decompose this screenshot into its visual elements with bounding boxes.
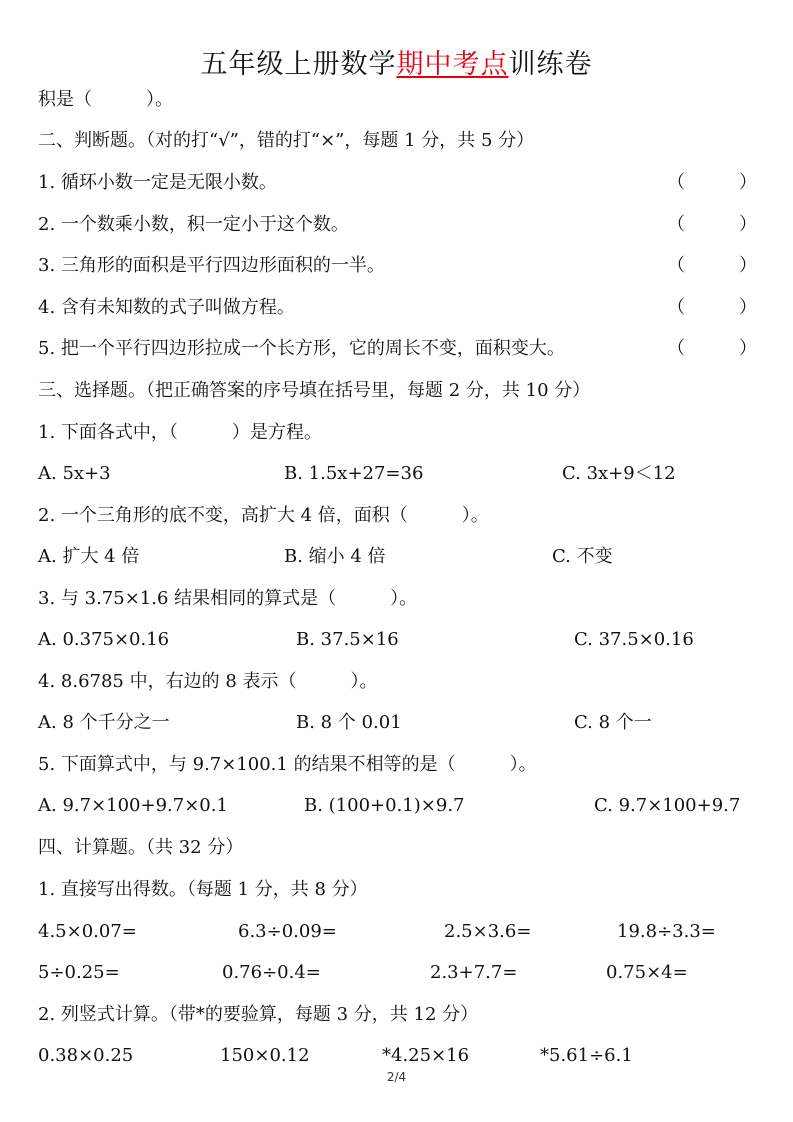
oral-calc-row-1 — [38, 918, 763, 946]
judge-item-text: 2. 一个数乘小数，积一定小于这个数。 — [38, 214, 349, 235]
oral-calc-item: 6.3÷0.09= — [238, 921, 337, 942]
judge-item-1 — [38, 169, 763, 197]
section2-heading: 二、判断题。（对的打“√”，错的打“×”，每题 1 分，共 5 分） — [38, 130, 535, 151]
answer-blank[interactable]: （ ） — [667, 172, 757, 193]
judge-item-4 — [38, 294, 763, 322]
vertical-calc-item: *4.25×16 — [382, 1045, 470, 1066]
title-highlight: 期中考点 — [396, 49, 509, 80]
option-b[interactable]: B. 8 个 0.01 — [296, 712, 402, 733]
oral-calc-item: 4.5×0.07= — [38, 921, 137, 942]
option-a[interactable]: A. 9.7×100+9.7×0.1 — [38, 795, 228, 816]
answer-blank[interactable]: （ ） — [667, 297, 757, 318]
vertical-calc-row — [38, 1042, 763, 1070]
vertical-calc-item: 150×0.12 — [220, 1045, 310, 1066]
section4-part1-heading: 1. 直接写出得数。（每题 1 分，共 8 分） — [38, 879, 368, 900]
choice-options-1 — [38, 460, 763, 488]
option-a[interactable]: A. 0.375×0.16 — [38, 629, 170, 650]
vertical-calc-item: 0.38×0.25 — [38, 1045, 134, 1066]
answer-blank[interactable]: （ ） — [667, 338, 757, 359]
judge-item-text: 4. 含有未知数的式子叫做方程。 — [38, 297, 295, 318]
oral-calc-item: 0.75×4= — [606, 962, 688, 983]
oral-calc-item: 19.8÷3.3= — [617, 921, 716, 942]
carryover-line: 积是（ ）。 — [38, 89, 173, 110]
oral-calc-row-2 — [38, 959, 763, 987]
judge-item-5 — [38, 335, 763, 363]
choice-question-4: 4. 8.6785 中，右边的 8 表示（ ）。 — [38, 671, 378, 692]
section4-part2-heading: 2. 列竖式计算。（带*的要验算，每题 3 分，共 12 分） — [38, 1004, 479, 1025]
option-c[interactable]: C. 3x+9＜12 — [562, 463, 676, 484]
oral-calc-item: 2.3+7.7= — [430, 962, 518, 983]
option-a[interactable]: A. 8 个千分之一 — [38, 712, 170, 733]
choice-options-5 — [38, 792, 763, 820]
choice-question-1: 1. 下面各式中，（ ）是方程。 — [38, 422, 322, 443]
oral-calc-item: 2.5×3.6= — [444, 921, 532, 942]
page-number: 2/4 — [386, 1070, 407, 1084]
title-prefix: 五年级上册数学 — [200, 49, 397, 80]
choice-options-3 — [38, 626, 763, 654]
option-c[interactable]: C. 37.5×0.16 — [574, 629, 694, 650]
choice-question-5: 5. 下面算式中，与 9.7×100.1 的结果不相等的是（ ）。 — [38, 754, 537, 775]
judge-item-text: 1. 循环小数一定是无限小数。 — [38, 172, 277, 193]
judge-item-text: 5. 把一个平行四边形拉成一个长方形，它的周长不变，面积变大。 — [38, 338, 565, 359]
vertical-calc-item: *5.61÷6.1 — [540, 1045, 633, 1066]
option-b[interactable]: B. 1.5x+27=36 — [284, 463, 424, 484]
answer-blank[interactable]: （ ） — [667, 214, 757, 235]
option-b[interactable]: B. 37.5×16 — [296, 629, 399, 650]
page-title — [0, 42, 793, 81]
option-c[interactable]: C. 9.7×100+9.7 — [594, 795, 741, 816]
choice-question-2: 2. 一个三角形的底不变，高扩大 4 倍，面积（ ）。 — [38, 505, 489, 526]
oral-calc-item: 0.76÷0.4= — [222, 962, 321, 983]
section3-heading: 三、选择题。（把正确答案的序号填在括号里，每题 2 分，共 10 分） — [38, 380, 591, 401]
title-suffix: 训练卷 — [508, 49, 593, 80]
choice-options-4 — [38, 709, 763, 737]
option-b[interactable]: B. 缩小 4 倍 — [284, 546, 386, 567]
option-a[interactable]: A. 5x+3 — [38, 463, 111, 484]
judge-item-3 — [38, 252, 763, 280]
judge-item-text: 3. 三角形的面积是平行四边形面积的一半。 — [38, 255, 385, 276]
option-b[interactable]: B. (100+0.1)×9.7 — [304, 795, 465, 816]
option-c[interactable]: C. 8 个一 — [574, 712, 652, 733]
option-a[interactable]: A. 扩大 4 倍 — [38, 546, 140, 567]
answer-blank[interactable]: （ ） — [667, 255, 757, 276]
choice-question-3: 3. 与 3.75×1.6 结果相同的算式是（ ）。 — [38, 588, 418, 609]
section4-heading: 四、计算题。（共 32 分） — [38, 837, 244, 858]
judge-item-2 — [38, 211, 763, 239]
choice-options-2 — [38, 543, 763, 571]
option-c[interactable]: C. 不变 — [552, 546, 613, 567]
oral-calc-item: 5÷0.25= — [38, 962, 120, 983]
